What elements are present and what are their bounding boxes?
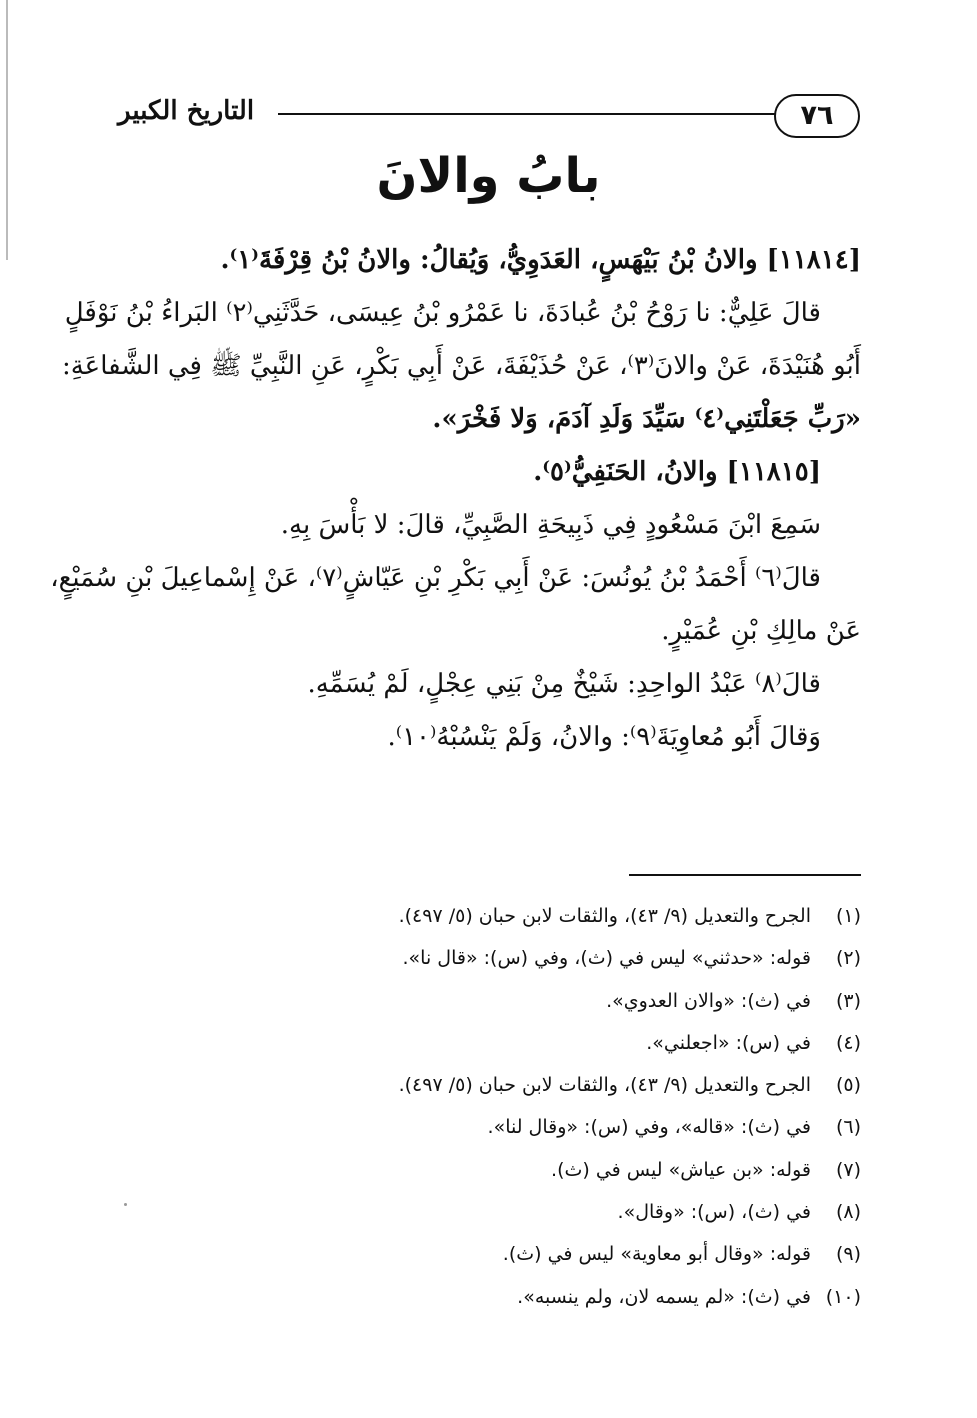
text-line: قالَ عَلِيٌّ: نا رَوْحُ بْنُ عُبادَةَ، نا عَمْرُو بْنُ عِيسَى، حَدَّثَنِي⁽٢⁾ البَراءُ بْنُ نَوْفَلٍ: [64, 298, 821, 328]
footnote-text: في (ث)، (س): «وقال».: [617, 1201, 811, 1224]
text-line: أَبُو هُنَيْدَةَ، عَنْ والانَ⁽٣⁾، عَنْ حُذَيْفَةَ، عَنْ أَبِي بَكْرٍ، عَنِ النَّبِيِّ ﷺ فِي الشَّفاعَةِ:: [61, 351, 861, 381]
footnote: [115, 1191, 861, 1233]
chapter-title: بابُ والانَ: [376, 148, 601, 204]
footnote: [115, 1149, 861, 1191]
book-title: التاريخ الكبير: [118, 96, 255, 126]
footnote-text: قوله: «بن عياش» ليس في (ث).: [551, 1158, 811, 1181]
footnote-text: قوله: «حدثني» ليس في (ث)، وفي (س): «قال نا».: [402, 947, 811, 970]
text-line: قالَ⁽٦⁾ أَحْمَدُ بْنُ يُونُسَ: عَنْ أَبِي بَكْرِ بْنِ عَيّاشٍ⁽٧⁾، عَنْ إِسْماعِيلَ بْنِ سُمَيْعٍ،: [50, 563, 821, 593]
hadith-quote-line: «رَبِّ جَعَلْتَنِي⁽٤⁾ سَيِّدَ وَلَدِ آدَمَ، وَلا فَخْرَ».: [432, 404, 861, 434]
footnote-text: قوله: «وقال أبو معاوية» ليس في (ث).: [502, 1243, 811, 1266]
footnote-number: (١٠): [825, 1285, 861, 1308]
text-line: وَقالَ أَبُو مُعاوِيَةَ⁽٩⁾: والانُ، وَلَمْ يَنْسُبْهُ⁽١٠⁾.: [387, 722, 821, 752]
header-rule: [278, 113, 776, 115]
footnote: [115, 1106, 861, 1148]
main-text: [50, 234, 861, 764]
entry-heading-11814: [١١٨١٤] والانُ بْنُ بَيْهَسٍ، العَدَوِيُّ، وَيُقالُ: والانُ بْنُ قِرْفَةَ⁽١⁾.: [220, 245, 861, 275]
running-header: [118, 92, 860, 142]
text-line: سَمِعَ ابْنَ مَسْعُودٍ فِي ذَبِيحَةِ الصَّبِيِّ، قالَ: لا بَأْسَ بِهِ.: [280, 510, 821, 540]
footnote-number: (٧): [835, 1158, 861, 1181]
scan-speck: [124, 1203, 127, 1206]
footnote-number: (٨): [835, 1201, 861, 1224]
footnote-number: (٢): [835, 947, 861, 970]
footnote-text: في (ث): «قاله»، وفي (س): «وقال لنا».: [487, 1116, 811, 1139]
footnote: [115, 980, 861, 1022]
footnote-number: (٥): [835, 1074, 861, 1097]
text-line: قالَ⁽٨⁾ عَبْدُ الواحِدِ: شَيْخٌ مِنْ بَنِي عِجْلٍ، لَمْ يُسَمِّهِ.: [307, 669, 821, 699]
scan-edge-mark: [6, 0, 8, 260]
footnote: [115, 1064, 861, 1106]
footnote-number: (٣): [835, 989, 861, 1012]
footnote-text: في (ث): «لم يسمه لان، ولم ينسبه».: [517, 1285, 811, 1308]
footnote-text: في (ث): «والان العدوي».: [606, 989, 811, 1012]
footnote-text: الجرح والتعديل (٩/ ٤٣)، والثقات لابن حبان (٥/ ٤٩٧).: [398, 905, 811, 927]
footnote: [115, 937, 861, 979]
footnote-text: الجرح والتعديل (٩/ ٤٣)، والثقات لابن حبان (٥/ ٤٩٧).: [398, 1074, 811, 1097]
footnote-text: في (س): «اجعلني».: [646, 1031, 811, 1054]
footnote-number: (٤): [835, 1031, 861, 1054]
footnote: [115, 895, 861, 937]
entry-heading-11815: [١١٨١٥] والانُ، الحَنَفِيُّ⁽٥⁾.: [533, 457, 821, 487]
footnote-number: (٩): [835, 1243, 861, 1266]
footnotes: [115, 895, 861, 1318]
footnote: [115, 1276, 861, 1318]
footnote-separator: [629, 874, 861, 876]
text-line: عَنْ مالِكِ بْنِ عُمَيْرٍ.: [661, 616, 861, 646]
footnote-number: (١): [835, 905, 861, 927]
footnote: [115, 1022, 861, 1064]
footnote: [115, 1233, 861, 1275]
page-number: ٧٦: [774, 94, 860, 138]
footnote-number: (٦): [835, 1116, 861, 1139]
